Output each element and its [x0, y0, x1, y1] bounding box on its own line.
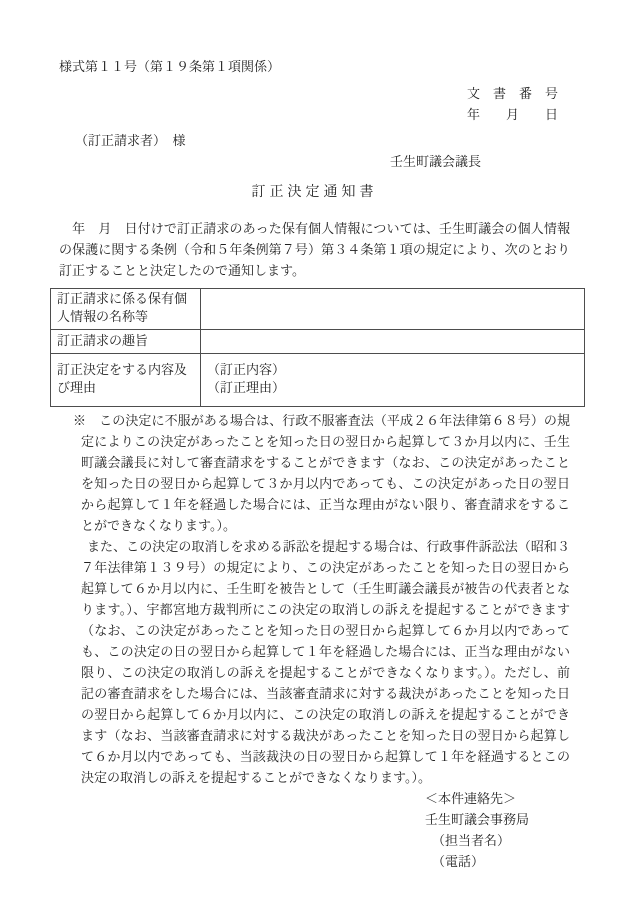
contact-phone: （電話） [432, 855, 485, 870]
table-row [51, 330, 585, 354]
document-number: 文 書 番 号 [466, 87, 558, 102]
addressee: （訂正請求者） 様 [75, 134, 186, 149]
row-value [201, 330, 585, 354]
table-row [51, 289, 585, 330]
row-value [201, 289, 585, 330]
form-label: 様式第１１号（第１９条第１項関係） [59, 60, 281, 75]
intro-paragraph: 年 月 日付けで訂正請求のあった保有個人情報については、壬生町議会の個人情報の保護に関する条例（令和５年条例第７号）第３４条第１項の規定により、次のとおり訂正することと決定したので通知します。 [59, 222, 570, 279]
contact-heading: ＜本件連絡先＞ [425, 792, 517, 807]
table-row [51, 354, 585, 407]
correction-reason-line: （訂正理由） [207, 381, 286, 396]
document-title: 訂正決定通知書 [251, 184, 378, 200]
note-section [73, 411, 570, 789]
row-label: 訂正決定をする内容及び理由 [51, 354, 201, 407]
document-number-block [59, 84, 558, 126]
contact-block [425, 789, 570, 873]
sender-title: 壬生町議会議長 [390, 155, 482, 170]
note-paragraph-lawsuit: また、この決定の取消しを求める訴訟を提起する場合は、行政事件訴訟法（昭和３７年法律第１３９号）の規定により、この決定があったことを知った日の翌日から起算して６か月以内に、壬生町を被告として（壬生町議会議長が被告の代表者となります。）、宇都宮地方裁判所にこの決定の取消しの訴えを提起することができます（なお、この決定があったことを知った日の翌日から起算して６か月以内であっても、この決定の日の翌日から起算して１年を経過した場合には、正当な理由がない限り、この決定の取消しの訴えを提起することができなくなります。）。ただし、前記の審査請求をした場合には、当該審査請求に対する裁決があったことを知った日の翌日から起算して６か月以内に、この決定の取消しの訴えを提起することができます（なお、当該審査請求に対する裁決があったことを知った日の翌日から起算して６か月以内であっても、当該裁決の日の翌日から起算して１年を経過するとこの決定の取消しの訴えを提起することができなくなります。）。 [81, 540, 570, 786]
correction-content-line: （訂正内容） [207, 363, 286, 378]
info-table [50, 288, 585, 407]
row-label: 訂正請求の趣旨 [51, 330, 201, 354]
contact-office: 壬生町議会事務局 [425, 813, 530, 828]
contact-person: （担当者名） [432, 834, 511, 849]
row-value [201, 354, 585, 407]
date-line: 年 月 日 [466, 108, 558, 123]
note-paragraph-appeal: ※ この決定に不服がある場合は、行政不服審査法（平成２６年法律第６８号）の規定によりこの決定があったことを知った日の翌日から起算して３か月以内に、壬生町議会議長に対して審査請求をすることができます（なお、この決定があったことを知った日の翌日から起算して３か月以内であっても、この決定があった日の翌日から起算して１年を経過した場合には、正当な理由がない限り、審査請求をすることができなくなります。）。 [73, 414, 570, 534]
row-label: 訂正請求に係る保有個人情報の名称等 [51, 289, 201, 330]
